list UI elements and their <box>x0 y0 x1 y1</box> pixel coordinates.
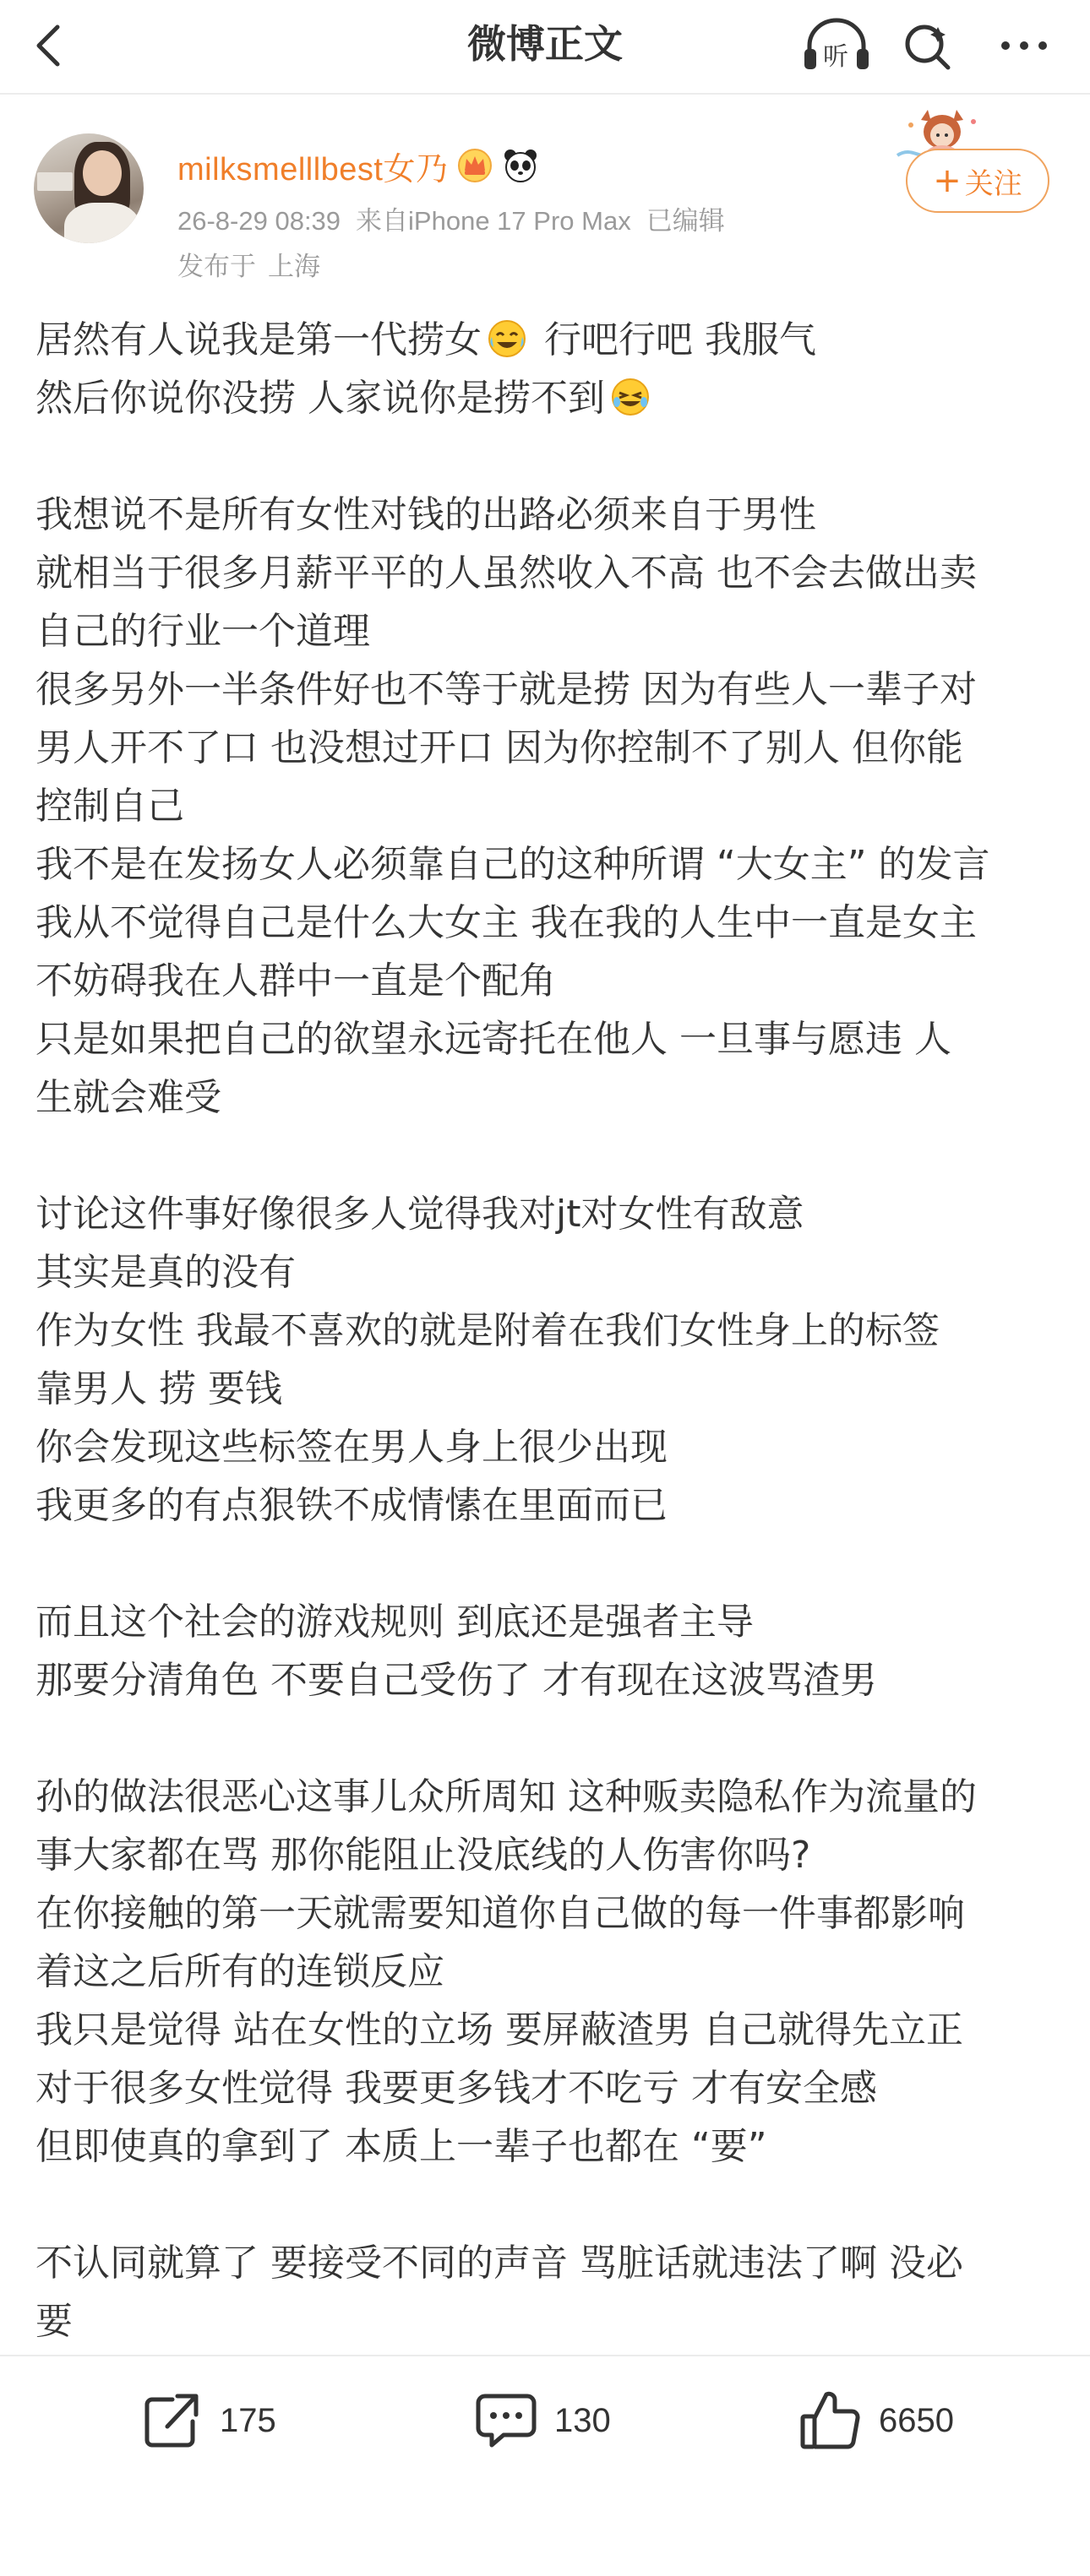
post-source: 来自iPhone 17 Pro Max <box>356 206 631 236</box>
post-line: 孙的做法很恶心这事儿众所周知 这种贩卖隐私作为流量的 <box>35 1775 977 1818</box>
thumbs-up-icon <box>798 2388 864 2454</box>
author-row <box>177 142 539 189</box>
vip-crown-icon[interactable] <box>456 147 493 184</box>
laugh-cry-emoji-icon <box>482 318 532 361</box>
post-text-segment: 行吧行吧 我服气 <box>532 318 816 361</box>
avatar[interactable] <box>34 133 144 243</box>
post-time: 26-8-29 08:39 <box>177 206 341 236</box>
like-button[interactable] <box>798 2387 954 2454</box>
post-location <box>177 245 332 283</box>
top-nav-bar <box>0 0 1090 95</box>
location-name: 上海 <box>268 252 320 281</box>
post-line: 那要分清角色 不要自己受伤了 才有现在这波骂渣男 <box>35 1659 877 1702</box>
post-line: 我不是在发扬女人必须靠自己的这种所谓 “大女主” 的发言 <box>35 843 990 886</box>
post-line: 而且这个社会的游戏规则 到底还是强者主导 <box>35 1600 754 1644</box>
post-line: 要 <box>35 2300 73 2343</box>
listen-label: 听 <box>823 42 848 72</box>
follow-label: 关注 <box>964 166 1022 201</box>
post-line: 我从不觉得自己是什么大女主 我在我的人生中一直是女主 <box>35 901 977 944</box>
post-line: 生就会难受 <box>35 1076 221 1119</box>
blank-line <box>35 1127 1058 1185</box>
post-line: 不认同就算了 要接受不同的声音 骂脏话就违法了啊 没必 <box>35 2242 963 2285</box>
share-count: 175 <box>220 2401 276 2439</box>
post-line: 控制自己 <box>35 785 184 828</box>
panda-icon[interactable] <box>502 147 539 184</box>
post-line: 自己的行业一个道理 <box>35 610 370 653</box>
more-icon[interactable] <box>997 19 1051 73</box>
post-line: 但即使真的拿到了 本质上一辈子也都在 “要” <box>35 2125 767 2168</box>
like-count: 6650 <box>879 2401 954 2439</box>
comment-icon <box>473 2388 539 2454</box>
post-text-segment: 居然有人说我是第一代捞女 <box>35 318 482 361</box>
post-line <box>35 369 1058 427</box>
post-meta <box>177 199 740 237</box>
post-line: 对于很多女性觉得 我要更多钱才不吃亏 才有安全感 <box>35 2067 877 2110</box>
blank-line <box>35 2176 1058 2234</box>
search-icon[interactable] <box>901 19 955 73</box>
post-line: 着这之后所有的连锁反应 <box>35 1950 444 1993</box>
post-text-segment: 然后你说你没捞 人家说你是捞不到 <box>35 377 605 420</box>
plus-icon: + <box>933 161 962 200</box>
post-line <box>35 311 1058 369</box>
post-line: 在你接触的第一天就需要知道你自己做的每一件事都影响 <box>35 1892 965 1935</box>
post-content <box>35 311 1058 2350</box>
share-icon <box>139 2388 204 2454</box>
post-line: 我更多的有点狠铁不成情愫在里面而已 <box>35 1484 668 1527</box>
blank-line <box>35 1535 1058 1593</box>
post-line: 我想说不是所有女性对钱的出路必须来自于男性 <box>35 493 816 536</box>
bottom-action-bar <box>0 2355 1090 2483</box>
blank-line <box>35 1709 1058 1768</box>
comment-button[interactable] <box>473 2387 611 2454</box>
author-name[interactable]: milksmelllbest女乃 <box>177 151 449 187</box>
post-line: 很多另外一半条件好也不等于就是捞 因为有些人一辈子对 <box>35 668 977 711</box>
share-button[interactable] <box>139 2387 276 2454</box>
page-title: 微博正文 <box>467 21 623 67</box>
post-line: 男人开不了口 也没想过开口 因为你控制不了别人 但你能 <box>35 726 963 769</box>
listen-button[interactable] <box>801 15 872 76</box>
follow-button[interactable] <box>906 149 1049 213</box>
post-line: 其实是真的没有 <box>35 1251 296 1294</box>
comment-count: 130 <box>554 2401 611 2439</box>
post-line: 事大家都在骂 那你能阻止没底线的人伤害你吗? <box>35 1834 811 1877</box>
location-prefix: 发布于 <box>177 252 256 281</box>
post-line: 讨论这件事好像很多人觉得我对jt对女性有敌意 <box>35 1193 804 1236</box>
post-line: 作为女性 我最不喜欢的就是附着在我们女性身上的标签 <box>35 1309 940 1352</box>
post-line: 不妨碍我在人群中一直是个配角 <box>35 959 556 1003</box>
post-line: 就相当于很多月薪平平的人虽然收入不高 也不会去做出卖 <box>35 552 977 595</box>
post-line: 我只是觉得 站在女性的立场 要屏蔽渣男 自己就得先立正 <box>35 2008 963 2052</box>
post-line: 只是如果把自己的欲望永远寄托在他人 一旦事与愿违 人 <box>35 1018 951 1061</box>
post-line: 靠男人 捞 要钱 <box>35 1367 282 1410</box>
joy-emoji-icon <box>605 377 656 420</box>
edited-label[interactable]: 已编辑 <box>646 206 725 236</box>
blank-line <box>35 427 1058 486</box>
post-line: 你会发现这些标签在男人身上很少出现 <box>35 1426 668 1469</box>
